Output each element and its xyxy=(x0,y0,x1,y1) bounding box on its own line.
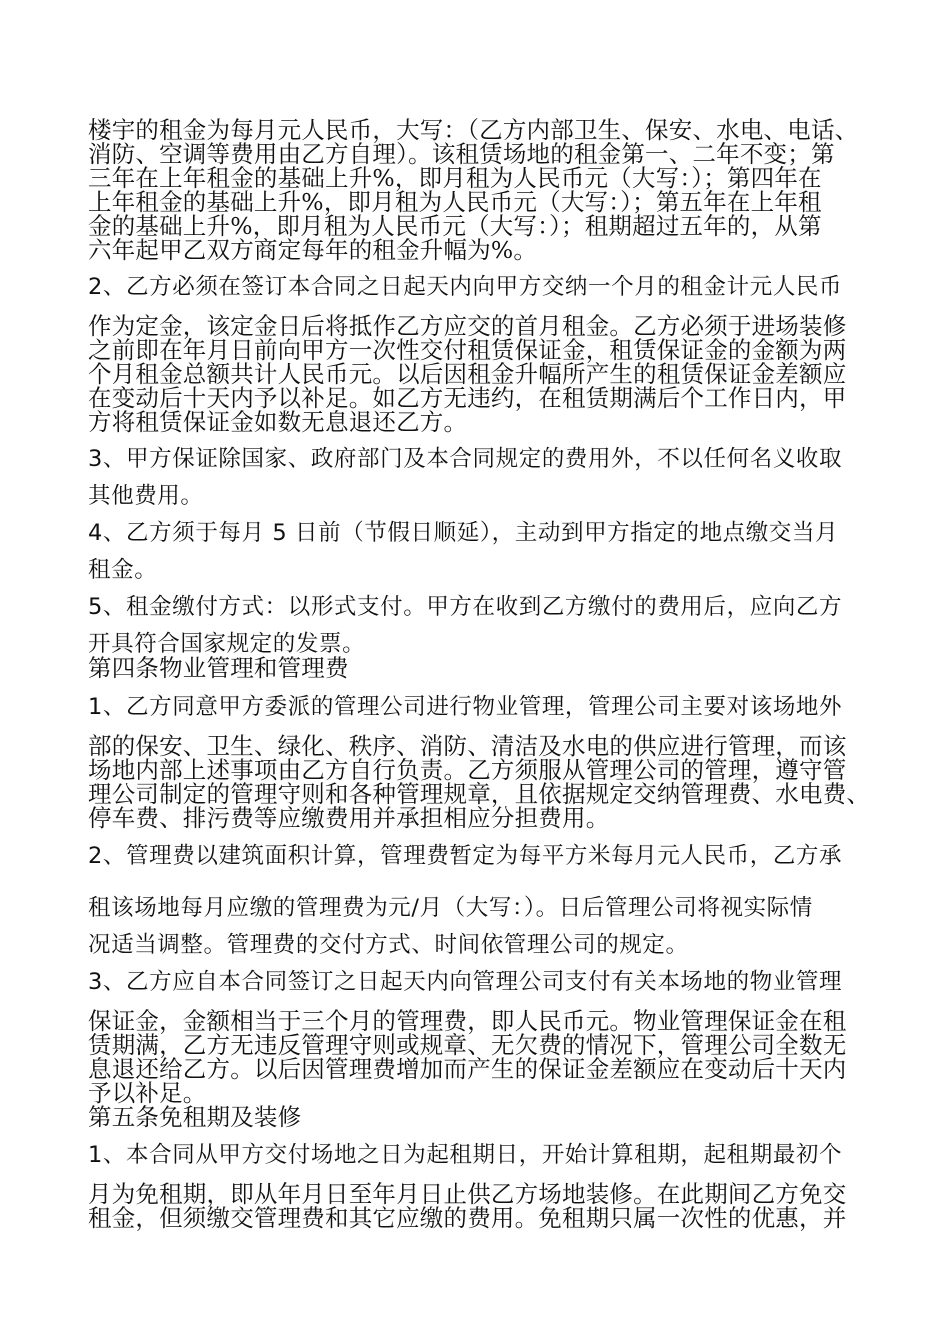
text-line: 方将租赁保证金如数无息退还乙方。 xyxy=(88,408,468,436)
text-line: 4、乙方须于每月 5 日前（节假日顺延），主动到甲方指定的地点缴交当月 xyxy=(88,520,839,546)
text-line: 租金。 xyxy=(88,557,158,583)
text-line: 金的基础上升%，即月租为人民币元（大写：）；租期超过五年的，从第 xyxy=(88,212,822,240)
text-line: 作为定金，该定金日后将抵作乙方应交的首月租金。乙方必须于进场装修 xyxy=(88,312,847,340)
text-line: 2、乙方必须在签订本合同之日起天内向甲方交纳一个月的租金计元人民币 xyxy=(88,274,843,300)
text-line: 予以补足。 xyxy=(88,1079,207,1107)
text-line: 理公司制定的管理守则和各种管理规章，且依据规定交纳管理费、水电费、 xyxy=(88,780,871,808)
text-line: 场地内部上述事项由乙方自行负责。乙方须服从管理公司的管理，遵守管 xyxy=(88,756,847,784)
text-line: 况适当调整。管理费的交付方式、时间依管理公司的规定。 xyxy=(88,932,689,958)
text-line: 保证金，金额相当于三个月的管理费，即人民币元。物业管理保证金在租 xyxy=(88,1007,847,1035)
text-line: 楼宇的租金为每月元人民币，大写：（乙方内部卫生、保安、水电、电话、 xyxy=(88,116,859,144)
text-line: 部的保安、卫生、绿化、秩序、消防、清洁及水电的供应进行管理，而该 xyxy=(88,732,847,760)
text-line: 六年起甲乙双方商定每年的租金升幅为%。 xyxy=(88,236,538,264)
text-line: 租该场地每月应缴的管理费为元/月（大写：）。日后管理公司将视实际情 xyxy=(88,895,813,921)
text-line: 消防、空调等费用由乙方自理）。该租赁场地的租金第一、二年不变；第 xyxy=(88,140,835,168)
text-line: 停车费、排污费等应缴费用并承担相应分担费用。 xyxy=(88,804,610,832)
text-line: 5、租金缴付方式：以形式支付。甲方在收到乙方缴付的费用后，应向乙方 xyxy=(88,594,843,620)
section-heading: 第五条免租期及装修 xyxy=(88,1103,302,1131)
text-line: 之前即在年月日前向甲方一次性交付租赁保证金，租赁保证金的金额为两 xyxy=(88,336,847,364)
text-line: 个月租金总额共计人民币元。以后因租金升幅所产生的租赁保证金差额应 xyxy=(88,360,847,388)
text-line: 租金，但须缴交管理费和其它应缴的费用。免租期只属一次性的优惠，并 xyxy=(88,1204,847,1232)
section-heading: 第四条物业管理和管理费 xyxy=(88,654,349,682)
text-line: 2、管理费以建筑面积计算，管理费暂定为每平方米每月元人民币，乙方承 xyxy=(88,843,843,869)
text-line: 在变动后十天内予以补足。如乙方无违约，在租赁期满后个工作日内，甲 xyxy=(88,384,847,412)
text-line: 月为免租期，即从年月日至年月日止供乙方场地装修。在此期间乙方免交 xyxy=(88,1180,847,1208)
text-line: 三年在上年租金的基础上升%，即月租为人民币元（大写：）；第四年在 xyxy=(88,164,822,192)
text-line: 开具符合国家规定的发票。 xyxy=(88,631,366,657)
text-line: 赁期满，乙方无违反管理守则或规章、无欠费的情况下，管理公司全数无 xyxy=(88,1031,847,1059)
text-line: 1、本合同从甲方交付场地之日为起租期日，开始计算租期，起租期最初个 xyxy=(88,1142,843,1168)
text-line: 3、乙方应自本合同签订之日起天内向管理公司支付有关本场地的物业管理 xyxy=(88,969,843,995)
text-line: 上年租金的基础上升%，即月租为人民币元（大写：）；第五年在上年租 xyxy=(88,188,822,216)
text-line: 其他费用。 xyxy=(88,483,204,509)
text-line: 息退还给乙方。以后因管理费增加而产生的保证金差额应在变动后十天内 xyxy=(88,1055,847,1083)
text-line: 3、甲方保证除国家、政府部门及本合同规定的费用外，不以任何名义收取 xyxy=(88,446,843,472)
text-line: 1、乙方同意甲方委派的管理公司进行物业管理，管理公司主要对该场地外 xyxy=(88,694,843,720)
